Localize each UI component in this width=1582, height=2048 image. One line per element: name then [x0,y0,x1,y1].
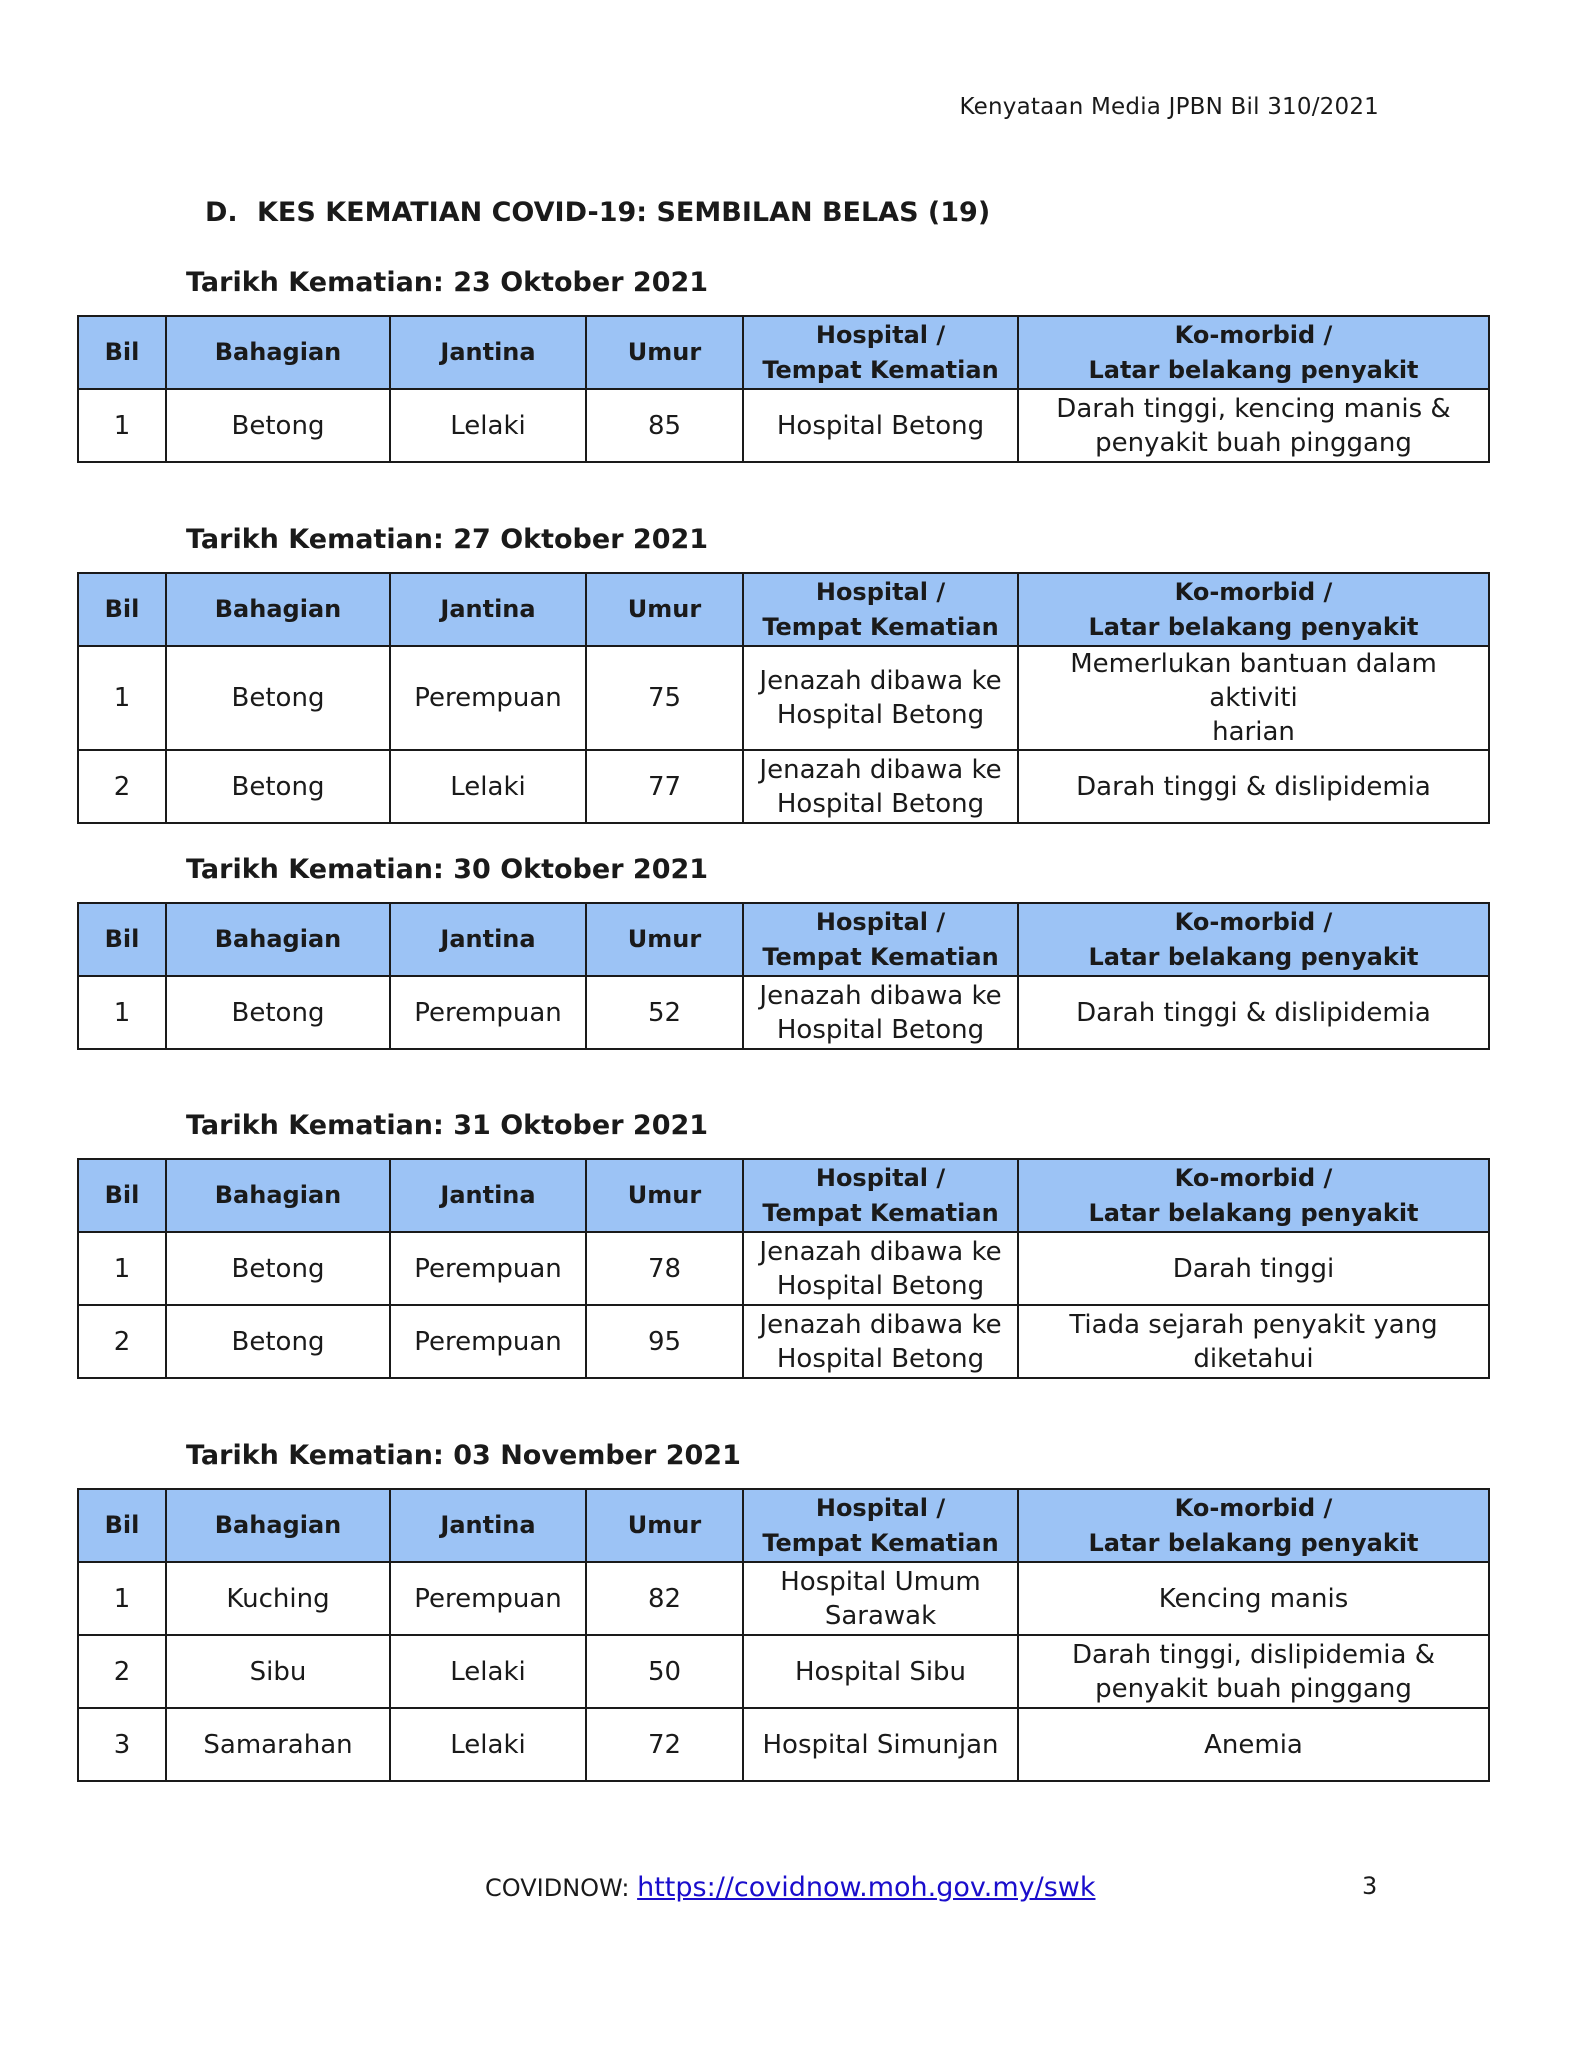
table-row [78,1232,1489,1305]
cell-line: Darah tinggi & dislipidemia [1076,771,1431,802]
cell-line: Tempat Kematian [762,355,999,384]
cell-jantina: Perempuan [390,646,586,750]
cell-bahagian: Betong [166,646,390,750]
cell-hospital [743,750,1018,823]
cell-bil: 1 [78,646,166,750]
cell-umur: 52 [586,976,743,1049]
cell-line: Hospital / [815,907,946,936]
cell-hospital [743,1562,1018,1635]
cell-line: Ko-morbid / [1174,907,1333,936]
cell-komorbid [1018,646,1489,750]
cell-line: Latar belakang penyakit [1088,1198,1419,1227]
cell-umur: 78 [586,1232,743,1305]
cell-line: penyakit buah pinggang [1095,427,1412,458]
covidnow-link[interactable]: https://covidnow.moh.gov.my/swk [637,1872,1096,1903]
cell-line: Jenazah dibawa ke [759,1236,1002,1267]
death-cases-table [77,902,1490,1050]
header-bil: Bil [78,903,166,976]
header-jantina: Jantina [390,316,586,389]
section-title-text: KES KEMATIAN COVID-19: SEMBILAN BELAS (19) [257,197,991,228]
cell-jantina: Lelaki [390,750,586,823]
cell-line: Tiada sejarah penyakit yang [1069,1309,1438,1340]
cell-line: Hospital Betong [776,788,985,819]
header-hospital [743,316,1018,389]
cell-line: Hospital / [815,1163,946,1192]
header-umur: Umur [586,903,743,976]
cell-line: Darah tinggi & dislipidemia [1076,997,1431,1028]
footer-label: COVIDNOW: [485,1874,630,1902]
header-hospital [743,1489,1018,1562]
header-bahagian: Bahagian [166,573,390,646]
cell-hospital [743,1232,1018,1305]
cell-komorbid [1018,1708,1489,1781]
table-row [78,750,1489,823]
header-komorbid [1018,1159,1489,1232]
cell-line: Hospital Umum [780,1566,981,1597]
table-row [78,1708,1489,1781]
cell-hospital [743,1708,1018,1781]
cell-umur: 85 [586,389,743,462]
cell-line: harian [1212,717,1295,747]
cell-bahagian: Betong [166,1232,390,1305]
cell-line: Latar belakang penyakit [1088,1528,1419,1557]
cell-hospital [743,389,1018,462]
table-row [78,1562,1489,1635]
cell-umur: 72 [586,1708,743,1781]
section-title [205,197,990,228]
cell-komorbid [1018,976,1489,1049]
group-date-heading: Tarikh Kematian: 31 Oktober 2021 [186,1110,709,1141]
page-number: 3 [1362,1872,1378,1900]
cell-line: Ko-morbid / [1174,1493,1333,1522]
cell-line: Anemia [1204,1729,1303,1760]
group-date-heading: Tarikh Kematian: 27 Oktober 2021 [186,524,709,555]
cell-line: Latar belakang penyakit [1088,612,1419,641]
cell-jantina: Lelaki [390,1635,586,1708]
table-header-row [78,573,1489,646]
death-cases-table [77,1488,1490,1782]
cell-line: Hospital Simunjan [762,1729,999,1760]
header-komorbid [1018,1489,1489,1562]
cell-komorbid [1018,1305,1489,1378]
cell-line: Hospital Betong [776,410,985,441]
header-umur: Umur [586,1489,743,1562]
header-bil: Bil [78,573,166,646]
header-bahagian: Bahagian [166,1159,390,1232]
cell-umur: 75 [586,646,743,750]
header-jantina: Jantina [390,1159,586,1232]
header-jantina: Jantina [390,1489,586,1562]
header-bil: Bil [78,1489,166,1562]
cell-line: Ko-morbid / [1174,320,1333,349]
cell-bahagian: Samarahan [166,1708,390,1781]
cell-bahagian: Betong [166,389,390,462]
document-reference: Kenyataan Media JPBN Bil 310/2021 [959,94,1379,120]
cell-line: Hospital / [815,577,946,606]
group-date-heading: Tarikh Kematian: 23 Oktober 2021 [186,267,709,298]
header-umur: Umur [586,316,743,389]
death-cases-table [77,572,1490,824]
cell-line: Jenazah dibawa ke [759,754,1002,785]
header-bil: Bil [78,1159,166,1232]
cell-line: Hospital Betong [776,700,985,730]
table-row [78,646,1489,750]
cell-line: penyakit buah pinggang [1095,1673,1412,1704]
cell-line: Jenazah dibawa ke [759,666,1002,696]
cell-line: Latar belakang penyakit [1088,355,1419,384]
cell-bil: 2 [78,750,166,823]
cell-komorbid [1018,750,1489,823]
cell-hospital [743,1635,1018,1708]
header-bahagian: Bahagian [166,903,390,976]
cell-bil: 1 [78,976,166,1049]
header-umur: Umur [586,573,743,646]
cell-bil: 1 [78,389,166,462]
cell-jantina: Perempuan [390,1562,586,1635]
cell-line: Hospital / [815,1493,946,1522]
cell-komorbid [1018,389,1489,462]
cell-line: Darah tinggi, kencing manis & [1056,393,1451,424]
cell-line: Jenazah dibawa ke [759,980,1002,1011]
cell-bil: 2 [78,1635,166,1708]
cell-line: Hospital / [815,320,946,349]
header-komorbid [1018,316,1489,389]
cell-line: Tempat Kematian [762,1528,999,1557]
table-header-row [78,1159,1489,1232]
cell-line: Hospital Betong [776,1270,985,1301]
header-hospital [743,1159,1018,1232]
death-cases-table [77,1158,1490,1379]
header-bahagian: Bahagian [166,316,390,389]
header-komorbid [1018,573,1489,646]
table-header-row [78,1489,1489,1562]
cell-line: Memerlukan bantuan dalam aktiviti [1070,649,1437,713]
header-komorbid [1018,903,1489,976]
cell-bil: 1 [78,1562,166,1635]
table-row [78,389,1489,462]
cell-umur: 77 [586,750,743,823]
cell-line: Tempat Kematian [762,612,999,641]
cell-jantina: Lelaki [390,389,586,462]
header-umur: Umur [586,1159,743,1232]
cell-line: Ko-morbid / [1174,1163,1333,1192]
table-header-row [78,903,1489,976]
group-date-heading: Tarikh Kematian: 03 November 2021 [186,1440,741,1471]
cell-bahagian: Betong [166,750,390,823]
cell-line: Latar belakang penyakit [1088,942,1419,971]
cell-line: Ko-morbid / [1174,577,1333,606]
cell-jantina: Lelaki [390,1708,586,1781]
header-jantina: Jantina [390,573,586,646]
cell-komorbid [1018,1635,1489,1708]
cell-line: Darah tinggi, dislipidemia & [1072,1639,1435,1670]
header-bahagian: Bahagian [166,1489,390,1562]
cell-jantina: Perempuan [390,976,586,1049]
cell-umur: 50 [586,1635,743,1708]
cell-jantina: Perempuan [390,1305,586,1378]
cell-bil: 1 [78,1232,166,1305]
header-hospital [743,573,1018,646]
cell-bil: 2 [78,1305,166,1378]
header-hospital [743,903,1018,976]
section-letter: D. [205,197,238,228]
cell-line: Jenazah dibawa ke [759,1309,1002,1340]
cell-line: diketahui [1193,1343,1314,1374]
cell-line: Tempat Kematian [762,1198,999,1227]
cell-line: Sarawak [824,1600,937,1631]
cell-line: Darah tinggi [1172,1253,1335,1284]
cell-komorbid [1018,1562,1489,1635]
cell-bil: 3 [78,1708,166,1781]
cell-line: Tempat Kematian [762,942,999,971]
cell-hospital [743,1305,1018,1378]
cell-line: Hospital Sibu [794,1656,967,1687]
cell-hospital [743,976,1018,1049]
cell-bahagian: Sibu [166,1635,390,1708]
cell-jantina: Perempuan [390,1232,586,1305]
cell-hospital [743,646,1018,750]
death-cases-table [77,315,1490,463]
cell-komorbid [1018,1232,1489,1305]
cell-bahagian: Kuching [166,1562,390,1635]
cell-line: Hospital Betong [776,1343,985,1374]
cell-umur: 95 [586,1305,743,1378]
header-bil: Bil [78,316,166,389]
table-row [78,1635,1489,1708]
table-header-row [78,316,1489,389]
cell-umur: 82 [586,1562,743,1635]
group-date-heading: Tarikh Kematian: 30 Oktober 2021 [186,854,709,885]
cell-bahagian: Betong [166,1305,390,1378]
table-row [78,1305,1489,1378]
cell-line: Hospital Betong [776,1014,985,1045]
cell-line: Kencing manis [1158,1583,1349,1614]
cell-bahagian: Betong [166,976,390,1049]
footer [485,1872,1096,1903]
table-row [78,976,1489,1049]
header-jantina: Jantina [390,903,586,976]
